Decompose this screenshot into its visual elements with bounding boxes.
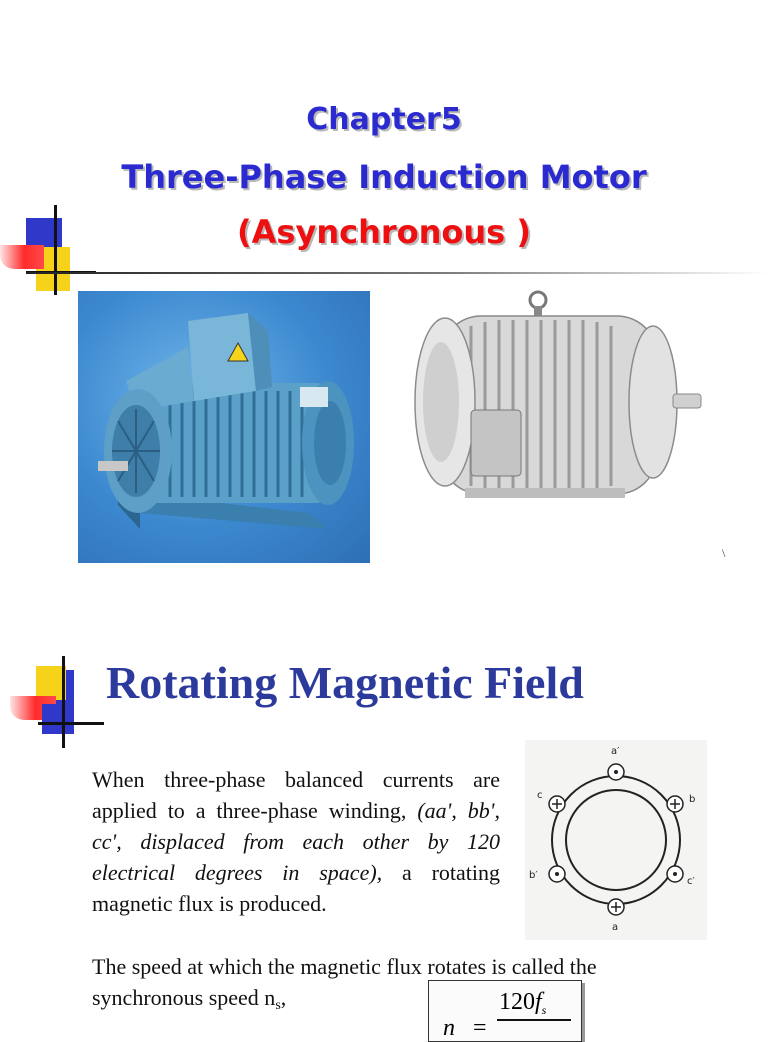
para2-end: , <box>280 985 287 1010</box>
label-c: c <box>537 790 543 801</box>
label-c-prime: c′ <box>687 876 695 887</box>
fraction-bar <box>497 1019 571 1021</box>
para2-text: The speed at which the magnetic flux rotates is called the synchronous speed n <box>92 954 597 1010</box>
rotating-field-paragraph <box>92 764 500 919</box>
para2-subscript: s <box>275 998 281 1013</box>
synchronous-speed-formula <box>428 980 582 1042</box>
section-heading: Rotating Magnetic Field <box>106 657 584 708</box>
blue-industrial-motor-photo <box>78 291 370 563</box>
three-phase-winding-diagram <box>525 740 707 940</box>
label-a: a <box>612 922 619 933</box>
label-b-prime: b′ <box>529 870 538 881</box>
para-text-end: a rotating magnetic flux is produced. <box>92 860 500 916</box>
slide-title: Three-Phase Induction Motor <box>121 158 647 196</box>
formula-equals: = <box>473 1015 487 1041</box>
slide-subtitle: (Asynchronous ) <box>237 213 531 251</box>
formula-numerator <box>499 989 546 1018</box>
synchronous-speed-paragraph <box>92 951 692 1021</box>
formula-120: 120 <box>499 989 535 1015</box>
para-text: When three-phase balanced currents are applied to a three-phase winding, <box>92 767 500 823</box>
formula-f-sub: s <box>541 1003 547 1017</box>
stray-mark: \ <box>722 546 726 560</box>
formula-f: f <box>535 989 542 1015</box>
gray-motor-illustration <box>405 290 705 520</box>
formula-lhs: n <box>443 1015 455 1041</box>
label-a-prime: a′ <box>611 746 620 757</box>
chapter-label: Chapter5 <box>306 102 462 137</box>
para-italic-text: (aa', bb', cc', displaced from each other by 120 electrical degrees in space), <box>92 798 500 885</box>
title-divider <box>26 272 768 274</box>
label-b: b <box>689 794 696 805</box>
corner-square-motif <box>10 656 110 748</box>
